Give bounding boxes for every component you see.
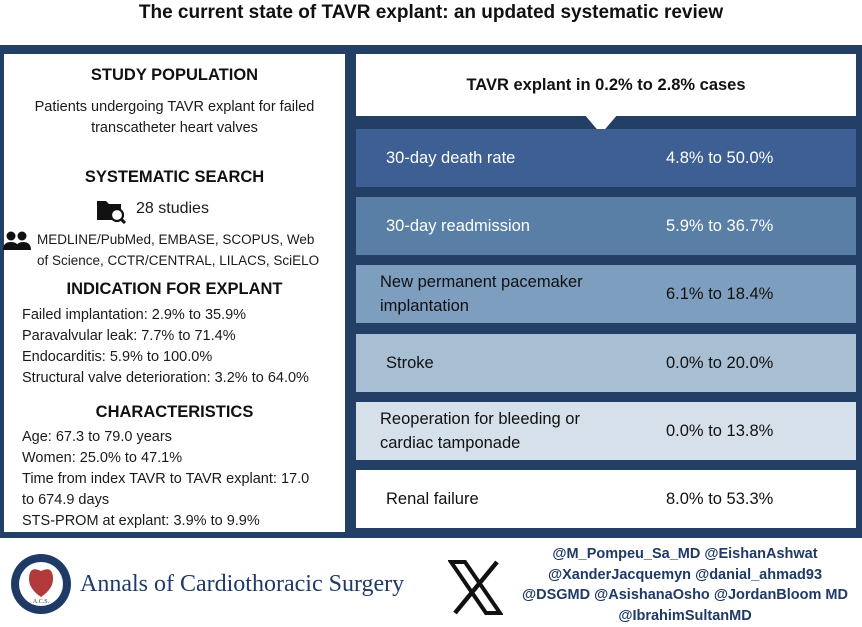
left-panel	[4, 54, 345, 532]
study-population-text: Patients undergoing TAVR explant for failed transcatheter heart valves	[34, 99, 315, 136]
x-logo-icon[interactable]	[448, 560, 503, 615]
folder-search-icon	[96, 196, 126, 224]
characteristics-heading: CHARACTERISTICS	[95, 403, 254, 421]
outcome-label: Reoperation for bleeding or cardiac tamponade	[380, 410, 580, 452]
handle-line[interactable]: @IbrahimSultanMD	[618, 607, 752, 624]
indication-list	[22, 305, 342, 389]
outcome-label: Renal failure	[386, 490, 479, 508]
list-item: Paravalvular leak: 7.7% to 71.4%	[22, 328, 236, 344]
outcome-label: 30-day death rate	[386, 149, 516, 167]
list-item: Endocarditis: 5.9% to 100.0%	[22, 349, 213, 365]
outcome-label: New permanent pacemaker implantation	[380, 273, 583, 315]
indication-heading: INDICATION FOR EXPLANT	[66, 280, 283, 298]
outcome-value: 6.1% to 18.4%	[666, 284, 774, 303]
studies-count: 28 studies	[136, 200, 209, 217]
outcome-row	[356, 402, 856, 460]
svg-text:A.C.S.: A.C.S.	[32, 599, 50, 605]
outcome-label: Stroke	[386, 354, 434, 372]
author-handles	[508, 544, 862, 626]
outcomes-header: TAVR explant in 0.2% to 2.8% cases	[356, 54, 856, 116]
journal-name: Annals of Cardiothoracic Surgery	[80, 571, 405, 597]
outcome-value: 0.0% to 20.0%	[666, 353, 774, 372]
list-item: Structural valve deterioration: 3.2% to 64.0%	[22, 370, 309, 386]
list-item: to 674.9 days	[22, 492, 110, 508]
list-item: Women: 25.0% to 47.1%	[22, 450, 183, 466]
list-item: Time from index TAVR to TAVR explant: 17.0	[22, 471, 310, 487]
outcome-row	[356, 470, 856, 528]
journal-seal-logo	[10, 553, 72, 615]
systematic-search-heading: SYSTEMATIC SEARCH	[84, 168, 265, 186]
outcome-value: 0.0% to 13.8%	[666, 421, 774, 440]
outcome-row	[356, 265, 856, 323]
outcome-row	[356, 129, 856, 187]
study-population-heading: STUDY POPULATION	[90, 66, 259, 84]
handle-line[interactable]: @M_Pompeu_Sa_MD @EishanAshwat	[552, 546, 818, 562]
database-list: MEDLINE/PubMed, EMBASE, SCOPUS, Web of Science, CCTR/CENTRAL, LILACS, SciELO	[37, 232, 320, 268]
outcome-row	[356, 334, 856, 392]
handle-line[interactable]: @DSGMD @AsishanaOsho @JordanBloom MD	[521, 587, 848, 603]
outcome-value: 4.8% to 50.0%	[666, 148, 774, 167]
list-item: Failed implantation: 2.9% to 35.9%	[22, 307, 247, 323]
outcome-value: 5.9% to 36.7%	[666, 216, 774, 235]
outcome-row	[356, 197, 856, 255]
characteristics-list	[22, 427, 342, 532]
list-item: Age: 67.3 to 79.0 years	[22, 429, 172, 445]
people-icon	[2, 230, 32, 252]
outcome-label: 30-day readmission	[386, 217, 530, 235]
list-item: STS-PROM at explant: 3.9% to 9.9%	[22, 513, 260, 529]
handle-line[interactable]: @XanderJacquemyn @danial_ahmad93	[547, 566, 823, 583]
outcome-value: 8.0% to 53.3%	[666, 489, 774, 508]
page-title: The current state of TAVR explant: an updated systematic review	[138, 2, 724, 23]
